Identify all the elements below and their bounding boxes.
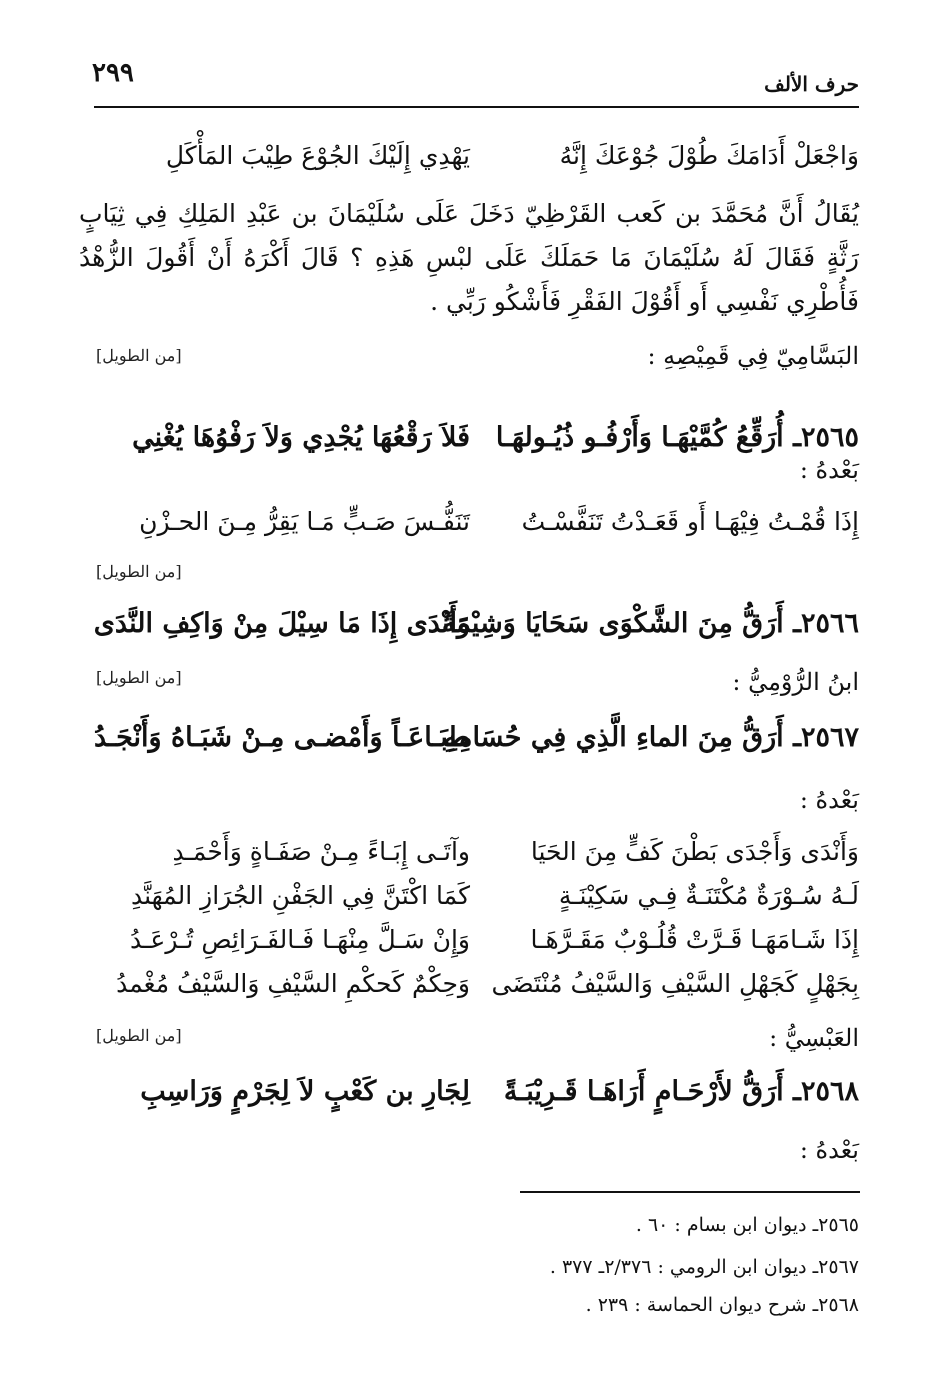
footnote: ٢٥٦٨ـ شرح ديوان الحماسة : ٢٣٩ .	[585, 1294, 859, 1316]
footnote: ٢٥٦٧ـ ديوان ابن الرومي : ٢/٣٧٦ـ ٣٧٧ .	[549, 1256, 859, 1278]
prose-paragraph: يُقَالُ أَنَّ مُحَمَّدَ بن كَعب القَرْظِيّ دَخَلَ عَلَى سُلَيْمَانَ بن عَبْدِ المَلِكِ فِي ثِيَابٍ رَثَّةٍ فَقَالَ لَهُ سُلَيْمَانَ مَا حَمَلَكَ عَلَى لبْسِ هَذِهِ ؟ قَالَ أَكْرَهُ أَنْ أَقُولَ الزُّهْدُ فَأُطْرِي نَفْسِي أَو أَقُوْلَ الفَقْرِ فَأَشْكُو رَبِّي .	[79, 199, 859, 316]
verse-hemistich-right: وَاجْعَلْ أَدَامَكَ طُوْلَ جُوْعَكَ إِنَّهُ	[559, 141, 859, 170]
page-number: ٢٩٩	[92, 58, 134, 88]
verse-2568-right: ٢٥٦٨ـ أَرَقُّ لأَرْحَـامٍ أَرَاهَـا قَـرِيْبَـةً	[503, 1076, 859, 1107]
after-label: بَعْدهُ :	[799, 456, 859, 484]
meter-label: [من الطويل]	[96, 346, 182, 365]
after-label: بَعْدهُ :	[799, 1136, 859, 1164]
verse-2565-right: ٢٥٦٥ـ أُرَقِّعُ كُمَّيْهَـا وَأَرْفُـو ذُيُـولهَـا	[495, 422, 859, 453]
footnote: ٢٥٦٥ـ ديوان ابن بسام : ٦٠ .	[635, 1214, 859, 1236]
verse-2567b-left: كَمَا اكْتَنَّ فِي الجَفْنِ الجُرَازِ المُهَنَّدِ	[130, 881, 470, 910]
verse-2567b-left: وَإِنْ سَـلَّ مِنْهَـا فَـالفَـرَائِصِ تُـرْعَـدُ	[129, 925, 470, 954]
verse-2567b-right: وَأَنْدَى وَأَجْدَى بَطْنَ كَفٍّ مِنَ الحَيَا	[530, 837, 859, 866]
poet-intro: العَبْسِيُّ :	[769, 1024, 859, 1052]
footnote-rule	[520, 1191, 860, 1193]
verse-2565-left: فَلاَ رَقْعُهَا يُجْدِي وَلاَ رَفْوُهَا يُغْنِي	[132, 422, 470, 453]
verse-2567b-left: وآتَـى إِبَـاءً مِـنْ صَفَـاةٍ وَأَحْمَـدِ	[172, 837, 470, 866]
verse-2567b-right: بِجَهْلٍ كَجَهْلِ السَّيْفِ وَالسَّيْفُ مُنْتَضَى	[491, 969, 859, 998]
verse-2565b-left: تَنَفُّـسَ صَـبٍّ مَـا يَقِرُّ مِـنَ الحـزْنِ	[139, 507, 470, 536]
chapter-title: حرف الألف	[764, 72, 859, 96]
verse-2567b-right: إِذَا شَـامَهَـا قَـرَّتْ قُلُـوْبٌ مَقَـرَّهَـا	[530, 925, 859, 954]
verse-2566-right: ٢٥٦٦ـ أَرَقُّ مِنَ الشَّكْوَى سَحَايَا وَشِيْمَةً	[441, 608, 859, 639]
verse-2566-left: وَأَنْدَى إِذَا مَا سِيْلَ مِنْ وَاكِفِ النَّدَى	[93, 608, 470, 639]
poet-intro: ابنُ الرُّوْمِيُّ :	[732, 668, 859, 696]
header-rule	[94, 106, 859, 108]
meter-label: [من الطويل]	[96, 668, 182, 687]
verse-2567-right: ٢٥٦٧ـ أَرَقُّ مِنَ الماءِ الَّذِي فِي حُسَامِهِ	[443, 722, 859, 753]
verse-2567b-right: لَـهُ سُـوْرَةٌ مُكْتَنَـةٌ فِـي سَكِيْنَـةٍ	[558, 881, 859, 910]
verse-2567-left: طِبَـاعَـاً وَأَمْضـى مِـنْ شَبَـاهُ وَأَنْجَـدُ	[94, 722, 470, 753]
verse-2567b-left: وَحِكْمٌ كَحكْمِ السَّيْفِ وَالسَّيْفُ مُغْمدُ	[116, 969, 470, 998]
meter-label: [من الطويل]	[96, 1026, 182, 1045]
verse-2568-left: لِجَارِ بن كَعْبٍ لاَ لِجَرْمٍ وَرَاسِبِ	[140, 1076, 470, 1107]
verse-hemistich-left: يَهْدِي إِلَيْكَ الجُوْعَ طِيْبَ المَأْكَلِ	[165, 141, 470, 170]
poet-intro: البَسَّامِيّ فِي قَمِيْصِهِ :	[647, 342, 859, 370]
meter-label: [من الطويل]	[96, 562, 182, 581]
after-label: بَعْدهُ :	[799, 786, 859, 814]
verse-2565b-right: إِذَا قُمْـتُ فِيْهَـا أَو قَعَـدْتُ تَنَفَّسْـتُ	[521, 507, 859, 536]
